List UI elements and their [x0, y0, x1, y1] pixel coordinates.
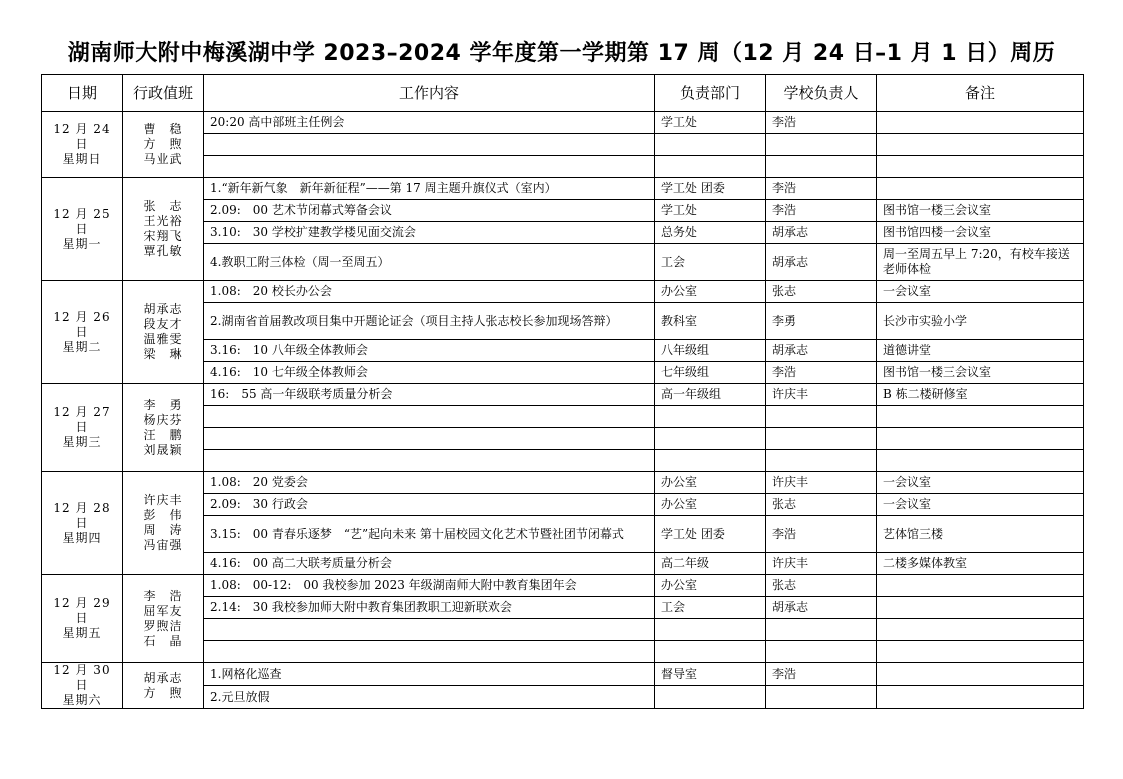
work-content-cell: 4.16: 00 高二大联考质量分析会	[204, 553, 655, 575]
person-cell	[766, 686, 877, 709]
day-date: 12 月 25 日	[53, 206, 111, 236]
duty-staff-name: 温雅雯	[143, 332, 183, 346]
person-cell: 李浩	[766, 362, 877, 384]
duty-staff-name: 杨庆芬	[143, 412, 183, 427]
day-date-cell	[42, 281, 123, 384]
duty-staff-cell	[123, 472, 204, 575]
day-weekday: 星期日	[62, 152, 102, 166]
day-date-cell	[42, 112, 123, 178]
person-cell: 胡承志	[766, 222, 877, 244]
header-person: 学校负责人	[766, 75, 877, 112]
note-cell: 长沙市实验小学	[877, 303, 1084, 340]
header-duty: 行政值班	[123, 75, 204, 112]
dept-cell: 学工处	[655, 200, 766, 222]
duty-staff-name: 胡承志	[143, 302, 183, 316]
person-cell: 李浩	[766, 200, 877, 222]
day-weekday: 星期一	[62, 236, 102, 251]
duty-staff-name: 汪 鹏	[143, 427, 183, 442]
work-content-cell: 3.15: 00 青春乐逐梦 “艺”起向未来 第十届校园文化艺术节暨社团节闭幕式	[204, 516, 655, 553]
dept-cell: 学工处 团委	[655, 516, 766, 553]
dept-cell: 办公室	[655, 472, 766, 494]
person-cell: 胡承志	[766, 340, 877, 362]
day-weekday: 星期五	[62, 626, 102, 640]
duty-staff-name: 许庆丰	[143, 493, 183, 507]
dept-cell: 学工处 团委	[655, 178, 766, 200]
dept-cell: 七年级组	[655, 362, 766, 384]
work-content-cell: 20:20 高中部班主任例会	[204, 112, 655, 134]
duty-staff-name: 宋翔飞	[143, 229, 183, 243]
day-date: 12 月 28 日	[53, 500, 111, 530]
work-content-cell: 2.湖南省首届教改项目集中开题论证会（项目主持人张志校长参加现场答辩）	[204, 303, 655, 340]
table-row	[42, 178, 1084, 200]
note-cell	[877, 597, 1084, 619]
note-cell: B 栋二楼研修室	[877, 384, 1084, 406]
note-cell	[877, 663, 1084, 686]
duty-staff-name: 屈军友	[143, 603, 183, 618]
note-cell	[877, 428, 1084, 450]
duty-staff-name: 胡承志	[143, 670, 183, 685]
work-content-cell	[204, 406, 655, 428]
duty-staff-name: 刘晟颖	[143, 442, 183, 457]
note-cell: 二楼多媒体教室	[877, 553, 1084, 575]
dept-cell: 总务处	[655, 222, 766, 244]
dept-cell: 工会	[655, 244, 766, 281]
duty-staff-name: 覃孔敏	[143, 244, 183, 258]
duty-staff-name: 周 涛	[143, 523, 183, 537]
duty-staff-name: 梁 琳	[143, 347, 183, 361]
duty-staff-name: 石 晶	[143, 633, 183, 648]
work-content-cell: 2.元旦放假	[204, 686, 655, 709]
duty-staff-name: 彭 伟	[143, 508, 183, 522]
duty-staff-cell	[123, 575, 204, 663]
note-cell: 艺体馆三楼	[877, 516, 1084, 553]
person-cell: 许庆丰	[766, 553, 877, 575]
day-weekday: 星期三	[62, 435, 102, 449]
note-cell	[877, 112, 1084, 134]
table-header-row	[42, 75, 1084, 112]
day-date-cell	[42, 384, 123, 472]
duty-staff-name: 方 煦	[143, 685, 183, 700]
work-content-cell	[204, 450, 655, 472]
note-cell: 一会议室	[877, 472, 1084, 494]
dept-cell: 办公室	[655, 494, 766, 516]
work-content-cell: 3.10: 30 学校扩建教学楼见面交流会	[204, 222, 655, 244]
day-date: 12 月 26 日	[53, 309, 111, 339]
note-cell	[877, 686, 1084, 709]
duty-staff-name: 罗煦洁	[143, 618, 183, 633]
work-content-cell: 2.14: 30 我校参加师大附中教育集团教职工迎新联欢会	[204, 597, 655, 619]
work-content-cell: 1.网格化巡查	[204, 663, 655, 686]
note-cell: 一会议室	[877, 281, 1084, 303]
duty-staff-name: 曹 稳	[143, 122, 183, 136]
person-cell: 胡承志	[766, 244, 877, 281]
work-content-cell	[204, 156, 655, 178]
dept-cell: 办公室	[655, 281, 766, 303]
note-cell	[877, 156, 1084, 178]
duty-staff-cell	[123, 281, 204, 384]
person-cell: 许庆丰	[766, 472, 877, 494]
dept-cell: 工会	[655, 597, 766, 619]
header-note: 备注	[877, 75, 1084, 112]
work-content-cell	[204, 619, 655, 641]
duty-staff-name: 李 浩	[143, 588, 183, 603]
duty-staff-name: 段友才	[143, 317, 183, 331]
dept-cell: 高二年级	[655, 553, 766, 575]
note-cell	[877, 450, 1084, 472]
header-content: 工作内容	[204, 75, 655, 112]
person-cell: 李浩	[766, 516, 877, 553]
day-weekday: 星期六	[62, 693, 102, 707]
weekly-calendar-table	[41, 74, 1084, 709]
person-cell	[766, 406, 877, 428]
person-cell	[766, 134, 877, 156]
note-cell: 周一至周五早上 7:20，有校车接送老师体检	[877, 244, 1084, 281]
table-row	[42, 575, 1084, 597]
day-date: 12 月 27 日	[53, 405, 111, 434]
work-content-cell: 2.09: 00 艺术节闭幕式筹备会议	[204, 200, 655, 222]
day-date: 12 月 30 日	[53, 663, 111, 692]
work-content-cell: 4.16: 10 七年级全体教师会	[204, 362, 655, 384]
person-cell: 张志	[766, 575, 877, 597]
duty-staff-name: 李 勇	[143, 397, 183, 412]
day-date: 12 月 29 日	[53, 596, 111, 625]
dept-cell: 教科室	[655, 303, 766, 340]
note-cell: 一会议室	[877, 494, 1084, 516]
duty-staff-cell	[123, 384, 204, 472]
person-cell: 张志	[766, 494, 877, 516]
person-cell: 李浩	[766, 112, 877, 134]
header-dept: 负责部门	[655, 75, 766, 112]
person-cell: 张志	[766, 281, 877, 303]
day-date-cell	[42, 663, 123, 709]
note-cell	[877, 641, 1084, 663]
dept-cell: 学工处	[655, 112, 766, 134]
dept-cell	[655, 686, 766, 709]
work-content-cell: 1.08: 20 校长办公会	[204, 281, 655, 303]
dept-cell	[655, 156, 766, 178]
person-cell	[766, 428, 877, 450]
person-cell	[766, 641, 877, 663]
duty-staff-name: 方 煦	[143, 137, 183, 151]
note-cell: 道德讲堂	[877, 340, 1084, 362]
dept-cell: 办公室	[655, 575, 766, 597]
dept-cell: 督导室	[655, 663, 766, 686]
person-cell: 李勇	[766, 303, 877, 340]
dept-cell: 八年级组	[655, 340, 766, 362]
work-content-cell: 1.08: 20 党委会	[204, 472, 655, 494]
work-content-cell	[204, 134, 655, 156]
work-content-cell: 1.08: 00-12: 00 我校参加 2023 年级湖南师大附中教育集团年会	[204, 575, 655, 597]
person-cell: 李浩	[766, 178, 877, 200]
day-weekday: 星期四	[62, 530, 102, 545]
duty-staff-name: 张 志	[143, 199, 183, 213]
table-row	[42, 663, 1084, 686]
note-cell	[877, 406, 1084, 428]
day-date-cell	[42, 575, 123, 663]
dept-cell	[655, 134, 766, 156]
day-date-cell	[42, 472, 123, 575]
duty-staff-cell	[123, 663, 204, 709]
work-content-cell: 1.“新年新气象 新年新征程”——第 17 周主题升旗仪式（室内）	[204, 178, 655, 200]
work-content-cell: 3.16: 10 八年级全体教师会	[204, 340, 655, 362]
person-cell	[766, 619, 877, 641]
page-title: 湖南师大附中梅溪湖中学 2023–2024 学年度第一学期第 17 周（12 月 24 日–1 月 1 日）周历	[67, 41, 1056, 66]
work-content-cell	[204, 428, 655, 450]
day-date-cell	[42, 178, 123, 281]
person-cell: 胡承志	[766, 597, 877, 619]
dept-cell	[655, 450, 766, 472]
note-cell	[877, 619, 1084, 641]
person-cell	[766, 156, 877, 178]
person-cell	[766, 450, 877, 472]
work-content-cell: 4.教职工附三体检（周一至周五）	[204, 244, 655, 281]
duty-staff-cell	[123, 178, 204, 281]
table-row	[42, 281, 1084, 303]
note-cell: 图书馆四楼一会议室	[877, 222, 1084, 244]
note-cell	[877, 178, 1084, 200]
day-date: 12 月 24 日	[53, 122, 111, 151]
table-row	[42, 384, 1084, 406]
note-cell	[877, 134, 1084, 156]
table-row	[42, 472, 1084, 494]
dept-cell	[655, 619, 766, 641]
dept-cell	[655, 428, 766, 450]
dept-cell	[655, 406, 766, 428]
header-date: 日期	[42, 75, 123, 112]
note-cell: 图书馆一楼三会议室	[877, 362, 1084, 384]
note-cell	[877, 575, 1084, 597]
work-content-cell: 2.09: 30 行政会	[204, 494, 655, 516]
table-row	[42, 112, 1084, 134]
person-cell: 李浩	[766, 663, 877, 686]
work-content-cell	[204, 641, 655, 663]
dept-cell: 高一年级组	[655, 384, 766, 406]
day-weekday: 星期二	[62, 339, 102, 354]
duty-staff-cell	[123, 112, 204, 178]
duty-staff-name: 冯宙强	[143, 538, 183, 552]
person-cell: 许庆丰	[766, 384, 877, 406]
dept-cell	[655, 641, 766, 663]
work-content-cell: 16: 55 高一年级联考质量分析会	[204, 384, 655, 406]
duty-staff-name: 王光裕	[143, 214, 183, 228]
note-cell: 图书馆一楼三会议室	[877, 200, 1084, 222]
duty-staff-name: 马业武	[143, 152, 183, 166]
